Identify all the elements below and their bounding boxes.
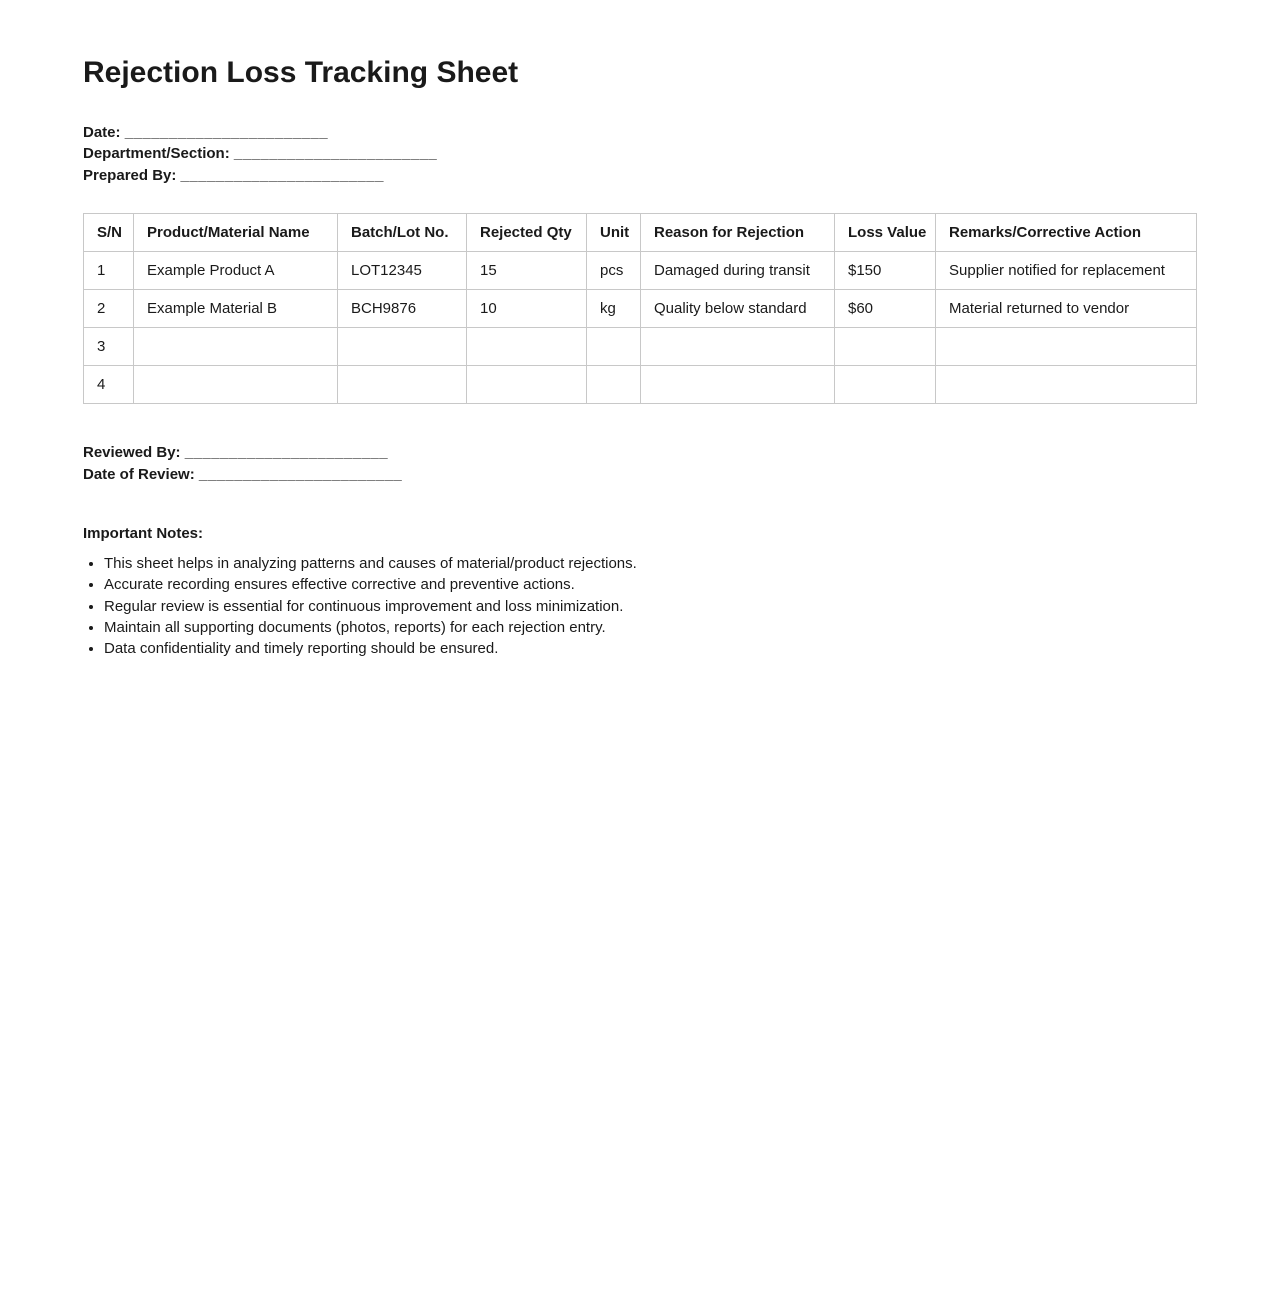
cell-rejected-qty: 15: [467, 252, 587, 290]
cell-remarks: [936, 366, 1197, 404]
reviewed-by-field: [83, 442, 1196, 464]
page-title: Rejection Loss Tracking Sheet: [83, 56, 519, 89]
cell-product-name: [134, 328, 338, 366]
cell-batch-lot: BCH9876: [338, 290, 467, 328]
cell-batch-lot: [338, 328, 467, 366]
column-header-unit: Unit: [587, 214, 641, 252]
cell-reason: Quality below standard: [641, 290, 835, 328]
date-of-review-field: [83, 464, 1196, 486]
reviewed-by-label: Reviewed By:: [83, 444, 181, 461]
review-fields: [83, 442, 1196, 485]
date-of-review-blank-line: _______________________: [198, 465, 403, 483]
department-field: [83, 143, 1196, 165]
date-of-review-label: Date of Review:: [83, 465, 195, 483]
table-header-row: [84, 214, 1197, 252]
cell-remarks: [936, 328, 1197, 366]
cell-reason: [641, 328, 835, 366]
cell-loss-value: $60: [835, 290, 936, 328]
column-header-product-name: Product/Material Name: [134, 214, 338, 252]
table-row: [84, 366, 1197, 404]
cell-sn: 1: [84, 252, 134, 290]
cell-remarks: Supplier notified for replacement: [936, 252, 1197, 290]
cell-batch-lot: [338, 366, 467, 404]
cell-batch-lot: LOT12345: [338, 252, 467, 290]
cell-reason: [641, 366, 835, 404]
cell-product-name: Example Material B: [134, 290, 338, 328]
cell-loss-value: [835, 366, 936, 404]
cell-reason: Damaged during transit: [641, 252, 835, 290]
note-item: • This sheet helps in analyzing patterns and causes of material/product rejections.: [104, 553, 1196, 574]
notes-heading: Important Notes:: [83, 525, 203, 542]
cell-loss-value: $150: [835, 252, 936, 290]
prepared-by-field: [83, 165, 1196, 187]
rejection-table: [83, 213, 1197, 404]
cell-loss-value: [835, 328, 936, 366]
cell-rejected-qty: [467, 366, 587, 404]
reviewed-by-blank-line: _______________________: [184, 444, 389, 461]
note-item: • Accurate recording ensures effective corrective and preventive actions.: [104, 574, 1196, 595]
date-blank-line: _______________________: [124, 123, 329, 141]
department-label: Department/Section:: [83, 145, 230, 162]
date-field: [83, 122, 1196, 144]
date-label: Date:: [83, 123, 121, 141]
cell-sn: 4: [84, 366, 134, 404]
column-header-remarks: Remarks/Corrective Action: [936, 214, 1197, 252]
column-header-loss-value: Loss Value: [835, 214, 936, 252]
note-item: • Data confidentiality and timely reporting should be ensured.: [104, 638, 1196, 659]
header-fields: [83, 122, 1196, 187]
note-item: • Regular review is essential for continuous improvement and loss minimization.: [104, 596, 1196, 617]
column-header-batch-lot: Batch/Lot No.: [338, 214, 467, 252]
cell-unit: kg: [587, 290, 641, 328]
prepared-by-label: Prepared By:: [83, 166, 177, 184]
cell-rejected-qty: 10: [467, 290, 587, 328]
column-header-reason: Reason for Rejection: [641, 214, 835, 252]
cell-sn: 3: [84, 328, 134, 366]
column-header-rejected-qty: Rejected Qty: [467, 214, 587, 252]
cell-product-name: [134, 366, 338, 404]
table-row: [84, 252, 1197, 290]
cell-unit: [587, 328, 641, 366]
notes-list: [83, 553, 1196, 659]
department-blank-line: _______________________: [233, 145, 438, 162]
prepared-by-blank-line: _______________________: [180, 166, 384, 184]
cell-rejected-qty: [467, 328, 587, 366]
column-header-sn: S/N: [84, 214, 134, 252]
cell-unit: pcs: [587, 252, 641, 290]
table-row: [84, 290, 1197, 328]
cell-product-name: Example Product A: [134, 252, 338, 290]
cell-sn: 2: [84, 290, 134, 328]
table-row: [84, 328, 1197, 366]
cell-unit: [587, 366, 641, 404]
cell-remarks: Material returned to vendor: [936, 290, 1197, 328]
note-item: • Maintain all supporting documents (photos, reports) for each rejection entry.: [104, 617, 1196, 638]
